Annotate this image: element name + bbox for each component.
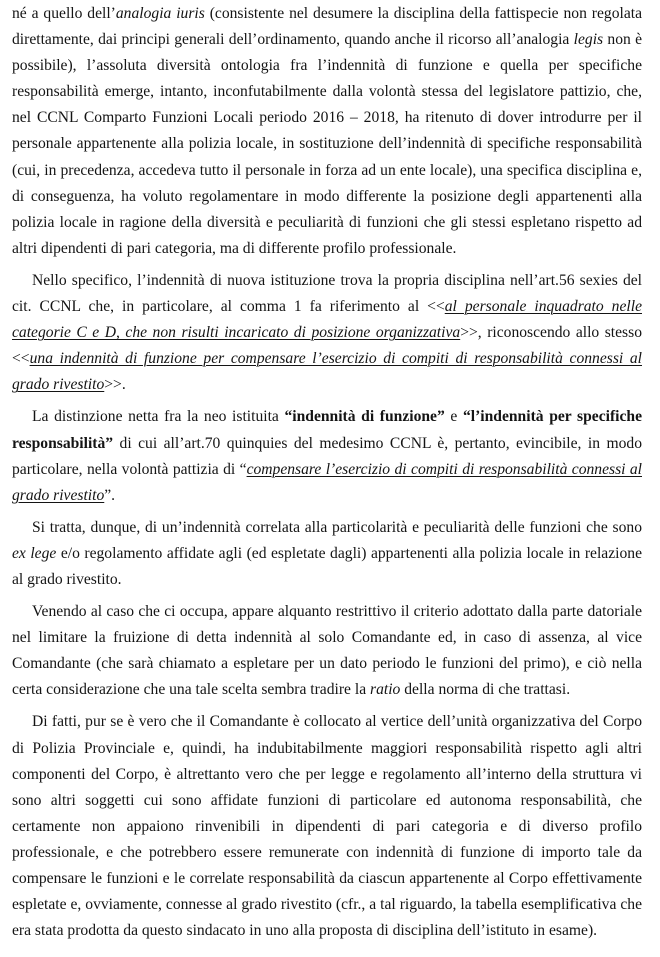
p3-text: di cui all’art.70 quinquies del medesimo CCNL è, pertanto, evincibile, in modo particolare, nella volontà pattizia di “ bbox=[12, 434, 642, 478]
p4-text: e/o regolamento affidate agli (ed espletate dagli) appartenenti alla polizia locale in relazione al grado rivestito. bbox=[12, 544, 642, 588]
p2-quote-indennita: una indennità di funzione per compensare l’esercizio di compiti di responsabilità connessi al grado rivestito bbox=[12, 350, 642, 394]
p3-text: e bbox=[444, 408, 463, 426]
paragraph-6 bbox=[12, 709, 642, 944]
p2-text: >>. bbox=[104, 376, 126, 394]
paragraph-2 bbox=[12, 268, 642, 398]
paragraph-4 bbox=[12, 515, 642, 593]
paragraph-1 bbox=[12, 1, 642, 262]
p4-text: Si tratta, dunque, di un’indennità correlata alla particolarità e peculiarità delle funzioni che sono bbox=[32, 518, 642, 536]
p3-bold-indennita-funzione: “indennità di funzione” bbox=[284, 408, 445, 426]
p4-italic-ex-lege: ex lege bbox=[12, 544, 57, 562]
p5-text: della norma di che trattasi. bbox=[400, 681, 571, 699]
p3-text: ”. bbox=[104, 486, 116, 504]
p1-text: non è possibile), l’assoluta diversità ontologia fra l’indennità di funzione e quella per specifiche responsabilità emerge, intanto, inconfutabilmente dalla volontà stessa del legislatore pattizio, che, nel CCNL Comparto Funzioni Locali periodo 2016 – 2018, ha ritenuto di dover introdurre per il personale appartenente alla polizia locale, in sostituzione dell’indennità di specifiche responsabilità (cui, in precedenza, accedeva tutto il personale in forza ad un ente locale), una specifica disciplina e, di conseguenza, ha voluto regolamentare in modo differente la posizione degli appartenenti alla polizia locale in ragione della diversità e peculiarità di funzioni che gli stessi espletano rispetto ad altri dipendenti di pari categoria, ma di differente profilo professionale. bbox=[12, 31, 643, 257]
paragraph-3 bbox=[12, 404, 642, 508]
paragraph-5 bbox=[12, 599, 642, 703]
p3-text: La distinzione netta fra la neo istituita bbox=[32, 408, 285, 426]
p2-text: Nello specifico, l’indennità di nuova istituzione trova la propria disciplina nell’art.56 sexies del cit. CCNL che, in particolare, al comma 1 fa riferimento al << bbox=[12, 271, 642, 316]
p3-quote-compensare: compensare l’esercizio di compiti di responsabilità connessi al grado rivestito bbox=[12, 460, 642, 504]
p5-text: Venendo al caso che ci occupa, appare alquanto restrittivo il criterio adottato dalla parte datoriale nel limitare la fruizione di detta indennità al solo Comandante ed, in caso di assenza, al vice Comandante (che sarà chiamato a espletare per un dato periodo le funzioni del primo), e ciò nella certa considerazione che una tale scelta sembra tradire la bbox=[12, 603, 642, 699]
p1-text: (consistente nel desumere la disciplina della fattispecie non regolata direttamente, dai principi generali dell’ordinamento, quando anche il ricorso all’analogia bbox=[12, 5, 642, 49]
p1-italic-legis: legis bbox=[573, 31, 604, 49]
p6-text: Di fatti, pur se è vero che il Comandante è collocato al vertice dell’unità organizzativa del Corpo di Polizia Provinciale e, quindi, ha indubitabilmente maggiori responsabilità rispetto agli altri componenti del Corpo, è altrettanto vero che per legge e regolamento all’interno della struttura vi sono altri soggetti cui sono affidate funzioni di particolare ed autonoma responsabilità, che certamente non appaiono rinvenibili in dipendenti di pari categoria e di diverso profilo professionale, e che potrebbero essere remunerate con indennità di funzione di importo tale da compensare le funzioni e le correlate responsabilità da ciascun appartenente al Corpo effettivamente espletate e, ovviamente, connesse al grado rivestito (cfr., a tal riguardo, la tabella esemplificativa che era stata prodotta da questo sindacato in uno alla proposta di disciplina dell’istituto in esame). bbox=[12, 713, 642, 940]
p5-italic-ratio: ratio bbox=[370, 681, 401, 699]
p2-text: >>, riconoscendo allo stesso << bbox=[12, 324, 642, 368]
p1-italic-analogia-iuris: analogia iuris bbox=[115, 5, 205, 22]
p3-bold-indennita-responsabilita: “l’indennità per specifiche responsabilità” bbox=[12, 408, 643, 452]
p2-quote-personale: al personale inquadrato nelle categorie C e D, che non risulti incaricato di posizione organizzativa bbox=[12, 298, 642, 342]
p1-text: né a quello dell’ bbox=[12, 5, 116, 22]
